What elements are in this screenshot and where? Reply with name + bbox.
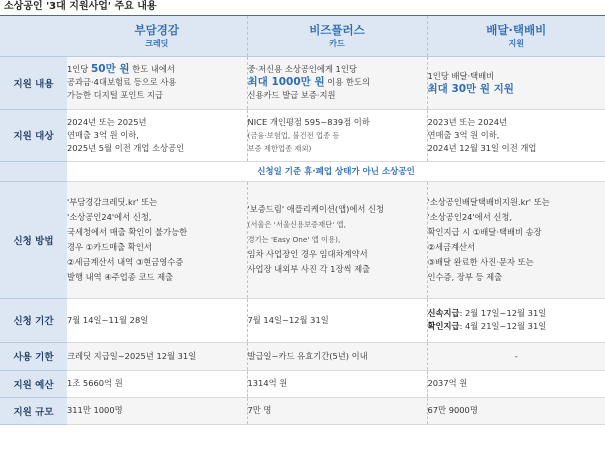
text: : 4월 21일~12월 31일 (459, 321, 547, 331)
cell-scale-bizplus: 7만 명 (247, 397, 427, 424)
text: '소상공인배달택배비지원.kr' 또는 (427, 196, 550, 207)
text: 한도 내에서 (129, 64, 175, 74)
row-label: 지원 규모 (0, 397, 67, 424)
row-scale (0, 397, 605, 424)
text: 확인지급 시 ①배달·택배비 송장 (427, 226, 542, 237)
cell-deadline-delivery: - (427, 342, 605, 370)
cell-period-bizplus: 7월 14일~12월 31일 (247, 298, 427, 342)
highlight-amount: 최대 30만 원 지원 (427, 82, 514, 95)
text: '부담경감크레딧.kr' 또는 (67, 196, 158, 207)
text: ③배달 완료한 사진·문자 또는 (427, 256, 534, 267)
row-label: 지원 내용 (0, 56, 67, 109)
text: : 2월 17일~12월 31일 (459, 308, 547, 318)
text: 1인당 (67, 64, 91, 74)
row-deadline (0, 342, 605, 370)
cell-target-delivery (427, 109, 605, 161)
text: ②세금계산서 (427, 241, 476, 252)
text: 연매출 3억 원 이하, (427, 129, 500, 140)
programs-table (0, 16, 605, 425)
text: 국세청에서 매출 확인이 불가능한 (67, 226, 188, 237)
row-label: 신청 방법 (0, 181, 67, 298)
highlight-amount: 최대 1000만 원 (247, 76, 325, 88)
column-header-bizplus (247, 16, 427, 56)
text: 이용 한도의 (324, 77, 370, 87)
column-subtitle: 지원 (508, 38, 524, 48)
cell-support-bizplus (247, 56, 427, 109)
header-corner (0, 16, 67, 56)
column-title: 부담경감 (134, 22, 179, 37)
row-eligibility-notice (0, 161, 605, 181)
cell-support-credit (67, 56, 247, 109)
column-header-credit (67, 16, 247, 56)
column-subtitle: 카드 (329, 38, 345, 48)
text: '소상공인24'에서 신청, (427, 211, 513, 222)
row-budget (0, 370, 605, 397)
cell-period-credit: 7월 14일~11월 28일 (67, 298, 247, 342)
row-label: 지원 대상 (0, 109, 67, 161)
cell-budget-bizplus: 1314억 원 (247, 370, 427, 397)
eligibility-notice: 신청일 기준 휴·폐업 상태가 아닌 소상공인 (67, 161, 605, 181)
text: ②세금계산서 내역 ③현금영수증 (67, 256, 184, 267)
text: NICE 개인평점 595~839점 이하 (247, 116, 370, 127)
text: 2025년 5월 이전 개업 소상공인 (67, 142, 185, 153)
text: 중·저신용 소상공인에게 1인당 (247, 64, 357, 74)
cell-scale-delivery: 67만 9000명 (427, 397, 605, 424)
text: '보증드림' 애플리케이션(앱)에서 신청 (247, 204, 385, 214)
text: 발행 내역 ④주업종 코드 제출 (67, 271, 174, 282)
cell-deadline-bizplus: 발급일~카드 유효기간(5년) 이내 (247, 342, 427, 370)
text: 2024년 12월 31일 이전 개업 (427, 142, 537, 153)
text: (금융·보험업, 불건전 업종 등 (247, 130, 340, 140)
column-subtitle: 크레딧 (145, 38, 169, 48)
text: 공과금·4대보험료 등으로 사용 (67, 77, 177, 87)
text: 경기는 'Easy One' 앱 이용), (247, 235, 341, 244)
text: 연매출 3억 원 이하, (67, 129, 139, 140)
cell-support-delivery (427, 56, 605, 109)
cell-method-credit (67, 181, 247, 298)
row-label-blank (0, 161, 67, 181)
column-header-delivery (427, 16, 605, 56)
text: (서울은 '서울신용보증재단' 앱, (247, 220, 346, 229)
row-target (0, 109, 605, 161)
cell-target-bizplus (247, 109, 427, 161)
table-caption: 소상공인 '3대 지원사업' 주요 내용 (4, 1, 157, 12)
label-fast: 신속지급 (427, 308, 460, 318)
text: '소상공인24'에서 신청, (67, 211, 152, 222)
cell-method-bizplus (247, 181, 427, 298)
row-method (0, 181, 605, 298)
column-title: 비즈플러스 (309, 22, 365, 37)
text: 1인당 배달·택배비 (427, 70, 495, 81)
column-title: 배달·택배비 (486, 22, 547, 37)
text: 보증 제한업종 제외) (247, 143, 312, 153)
cell-budget-delivery: 2037억 원 (427, 370, 605, 397)
text: 임차 사업장인 경우 임대차계약서 (247, 249, 368, 259)
text: 경우 ①카드매출 확인서 (67, 241, 152, 252)
row-label: 신청 기간 (0, 298, 67, 342)
cell-scale-credit: 311만 1000명 (67, 397, 247, 424)
cell-deadline-credit: 크레딧 지급일~2025년 12월 31일 (67, 342, 247, 370)
text: 2023년 또는 2024년 (427, 116, 508, 127)
text: 가능한 디지털 포인트 지급 (67, 90, 164, 100)
cell-target-credit (67, 109, 247, 161)
cell-budget-credit: 1조 5660억 원 (67, 370, 247, 397)
highlight-amount: 50만 원 (90, 63, 130, 75)
text: 사업장 내외부 사진 각 1장씩 제출 (247, 264, 371, 274)
text: 신용카드 발급 보증·지원 (247, 90, 336, 100)
cell-method-delivery (427, 181, 605, 298)
row-support-content (0, 56, 605, 109)
cell-period-delivery (427, 298, 605, 342)
row-label: 지원 예산 (0, 370, 67, 397)
row-label: 사용 기한 (0, 342, 67, 370)
text: 2024년 또는 2025년 (67, 116, 147, 127)
text: 인수증, 장부 등 제출 (427, 271, 503, 282)
header-row (0, 16, 605, 56)
row-period (0, 298, 605, 342)
label-confirm: 확인지급 (427, 321, 460, 331)
